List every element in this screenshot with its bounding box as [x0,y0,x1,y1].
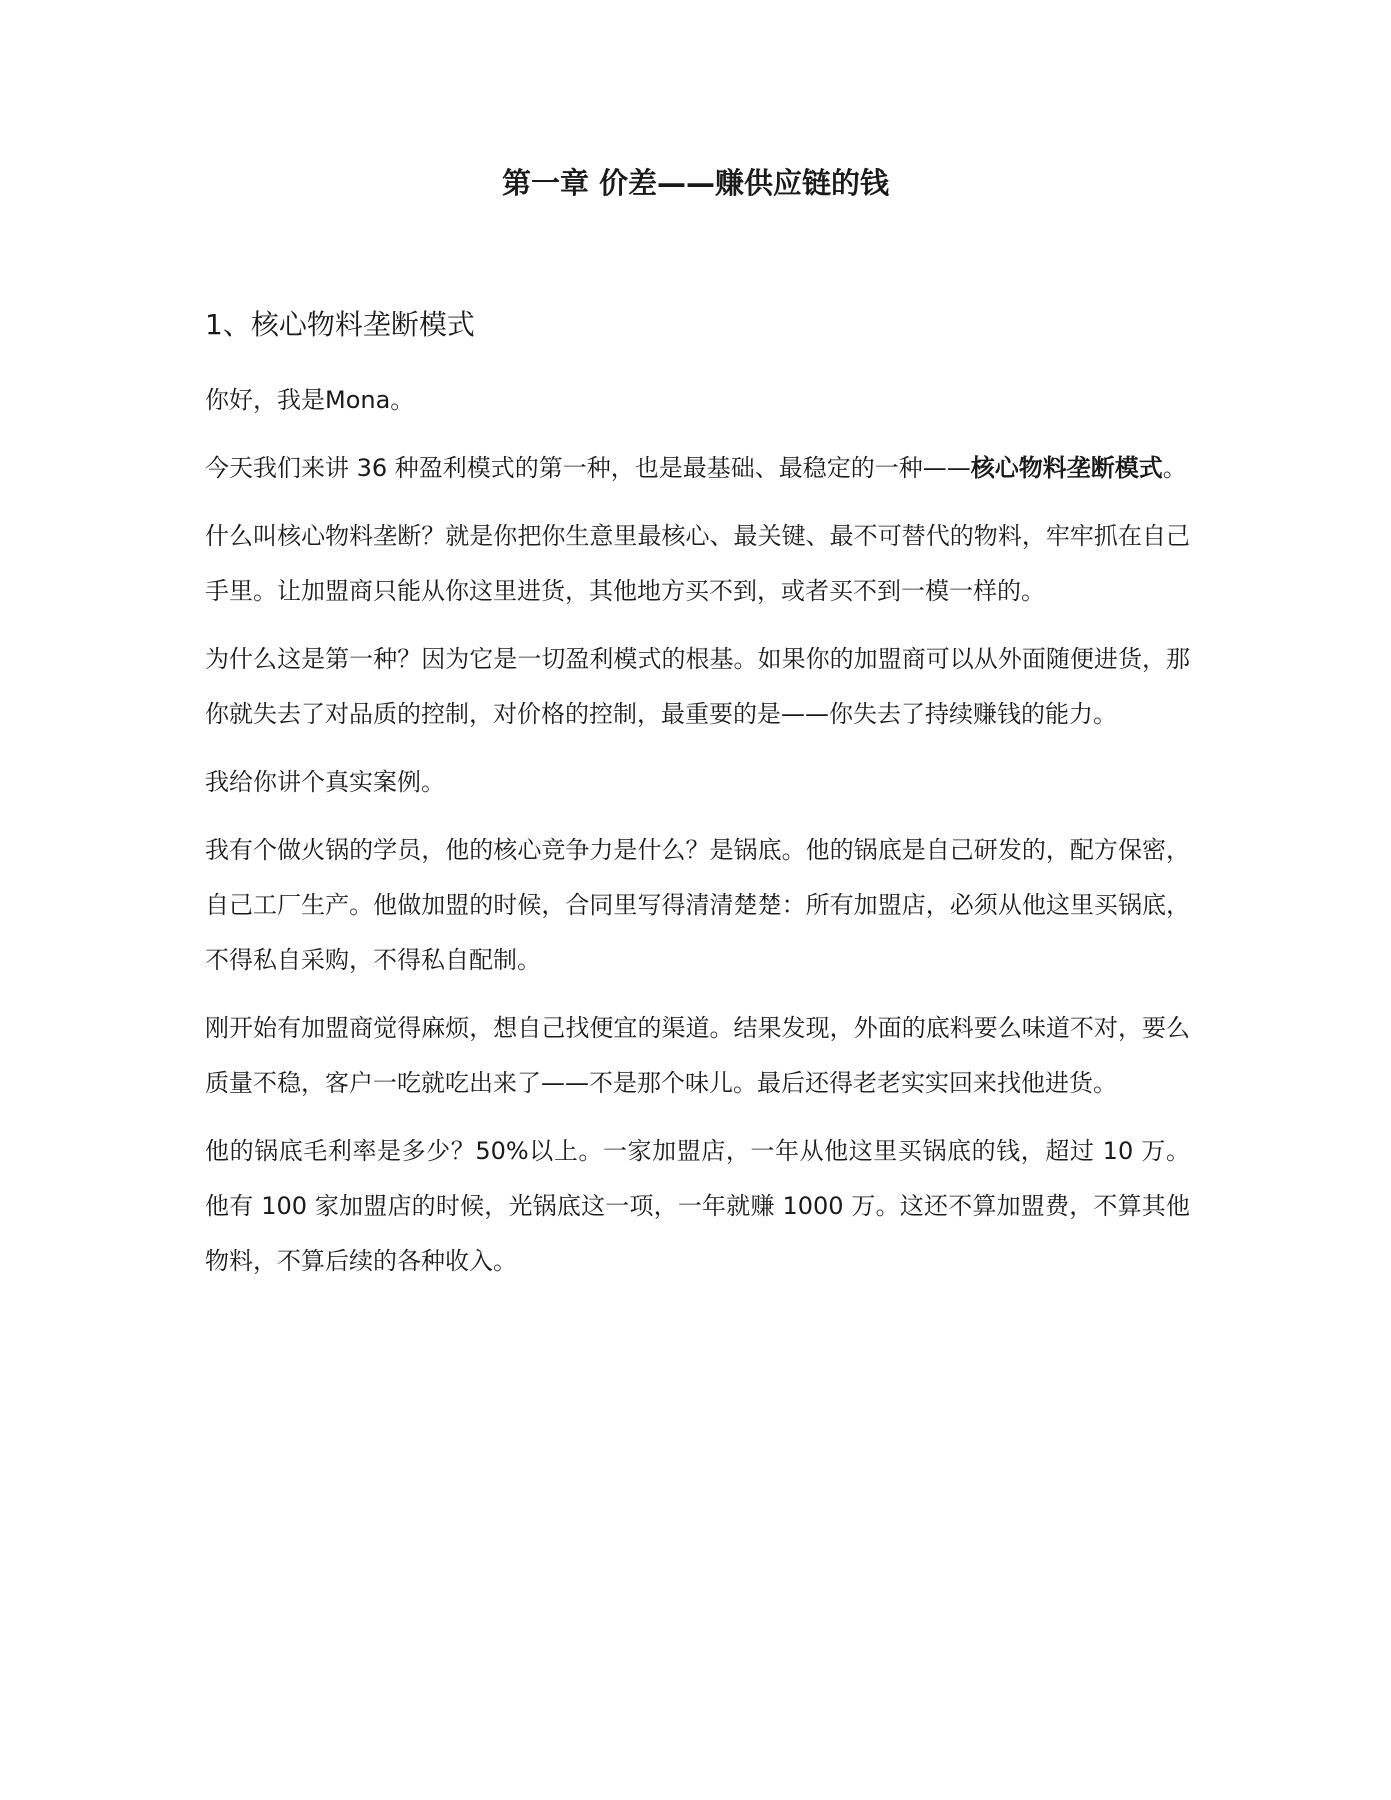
chapter-title: 第一章 价差——赚供应链的钱 [501,166,890,200]
paragraph-greeting: 你好，我是Mona。 [205,386,415,414]
paragraph-intro-text: 今天我们来讲 36 种盈利模式的第一种，也是最基础、最稳定的一种—— [205,454,971,482]
paragraph-case-result: 刚开始有加盟商觉得麻烦，想自己找便宜的渠道。结果发现，外面的底料要么味道不对，要么质量不稳，客户一吃就吃出来了——不是那个味儿。最后还得老老实实回来找他进货。 [205,1014,1190,1097]
paragraph-case-intro: 我给你讲个真实案例。 [205,768,445,796]
document-body [205,305,1190,1302]
paragraph-definition: 什么叫核心物料垄断？就是你把你生意里最核心、最关键、最不可替代的物料，牢牢抓在自己手里。让加盟商只能从你这里进货，其他地方买不到，或者买不到一模一样的。 [205,522,1190,605]
paragraph-reason: 为什么这是第一种？因为它是一切盈利模式的根基。如果你的加盟商可以从外面随便进货，那你就失去了对品质的控制，对价格的控制，最重要的是——你失去了持续赚钱的能力。 [205,645,1190,728]
section-heading: 1、核心物料垄断模式 [205,308,475,341]
paragraph-case-profit: 他的锅底毛利率是多少？50%以上。一家加盟店，一年从他这里买锅底的钱，超过 10 万。他有 100 家加盟店的时候，光锅底这一项，一年就赚 1000 万。这还不算加盟费，不算其他物料，不算后续的各种收入。 [205,1137,1190,1275]
paragraph-intro-end: 。 [1162,454,1187,482]
paragraph-case-story: 我有个做火锅的学员，他的核心竞争力是什么？是锅底。他的锅底是自己研发的，配方保密，自己工厂生产。他做加盟的时候，合同里写得清清楚楚：所有加盟店，必须从他这里买锅底，不得私自采购，不得私自配制。 [205,836,1190,974]
paragraph-intro-bold: 核心物料垄断模式 [970,454,1163,482]
paragraph-intro [205,441,1190,496]
